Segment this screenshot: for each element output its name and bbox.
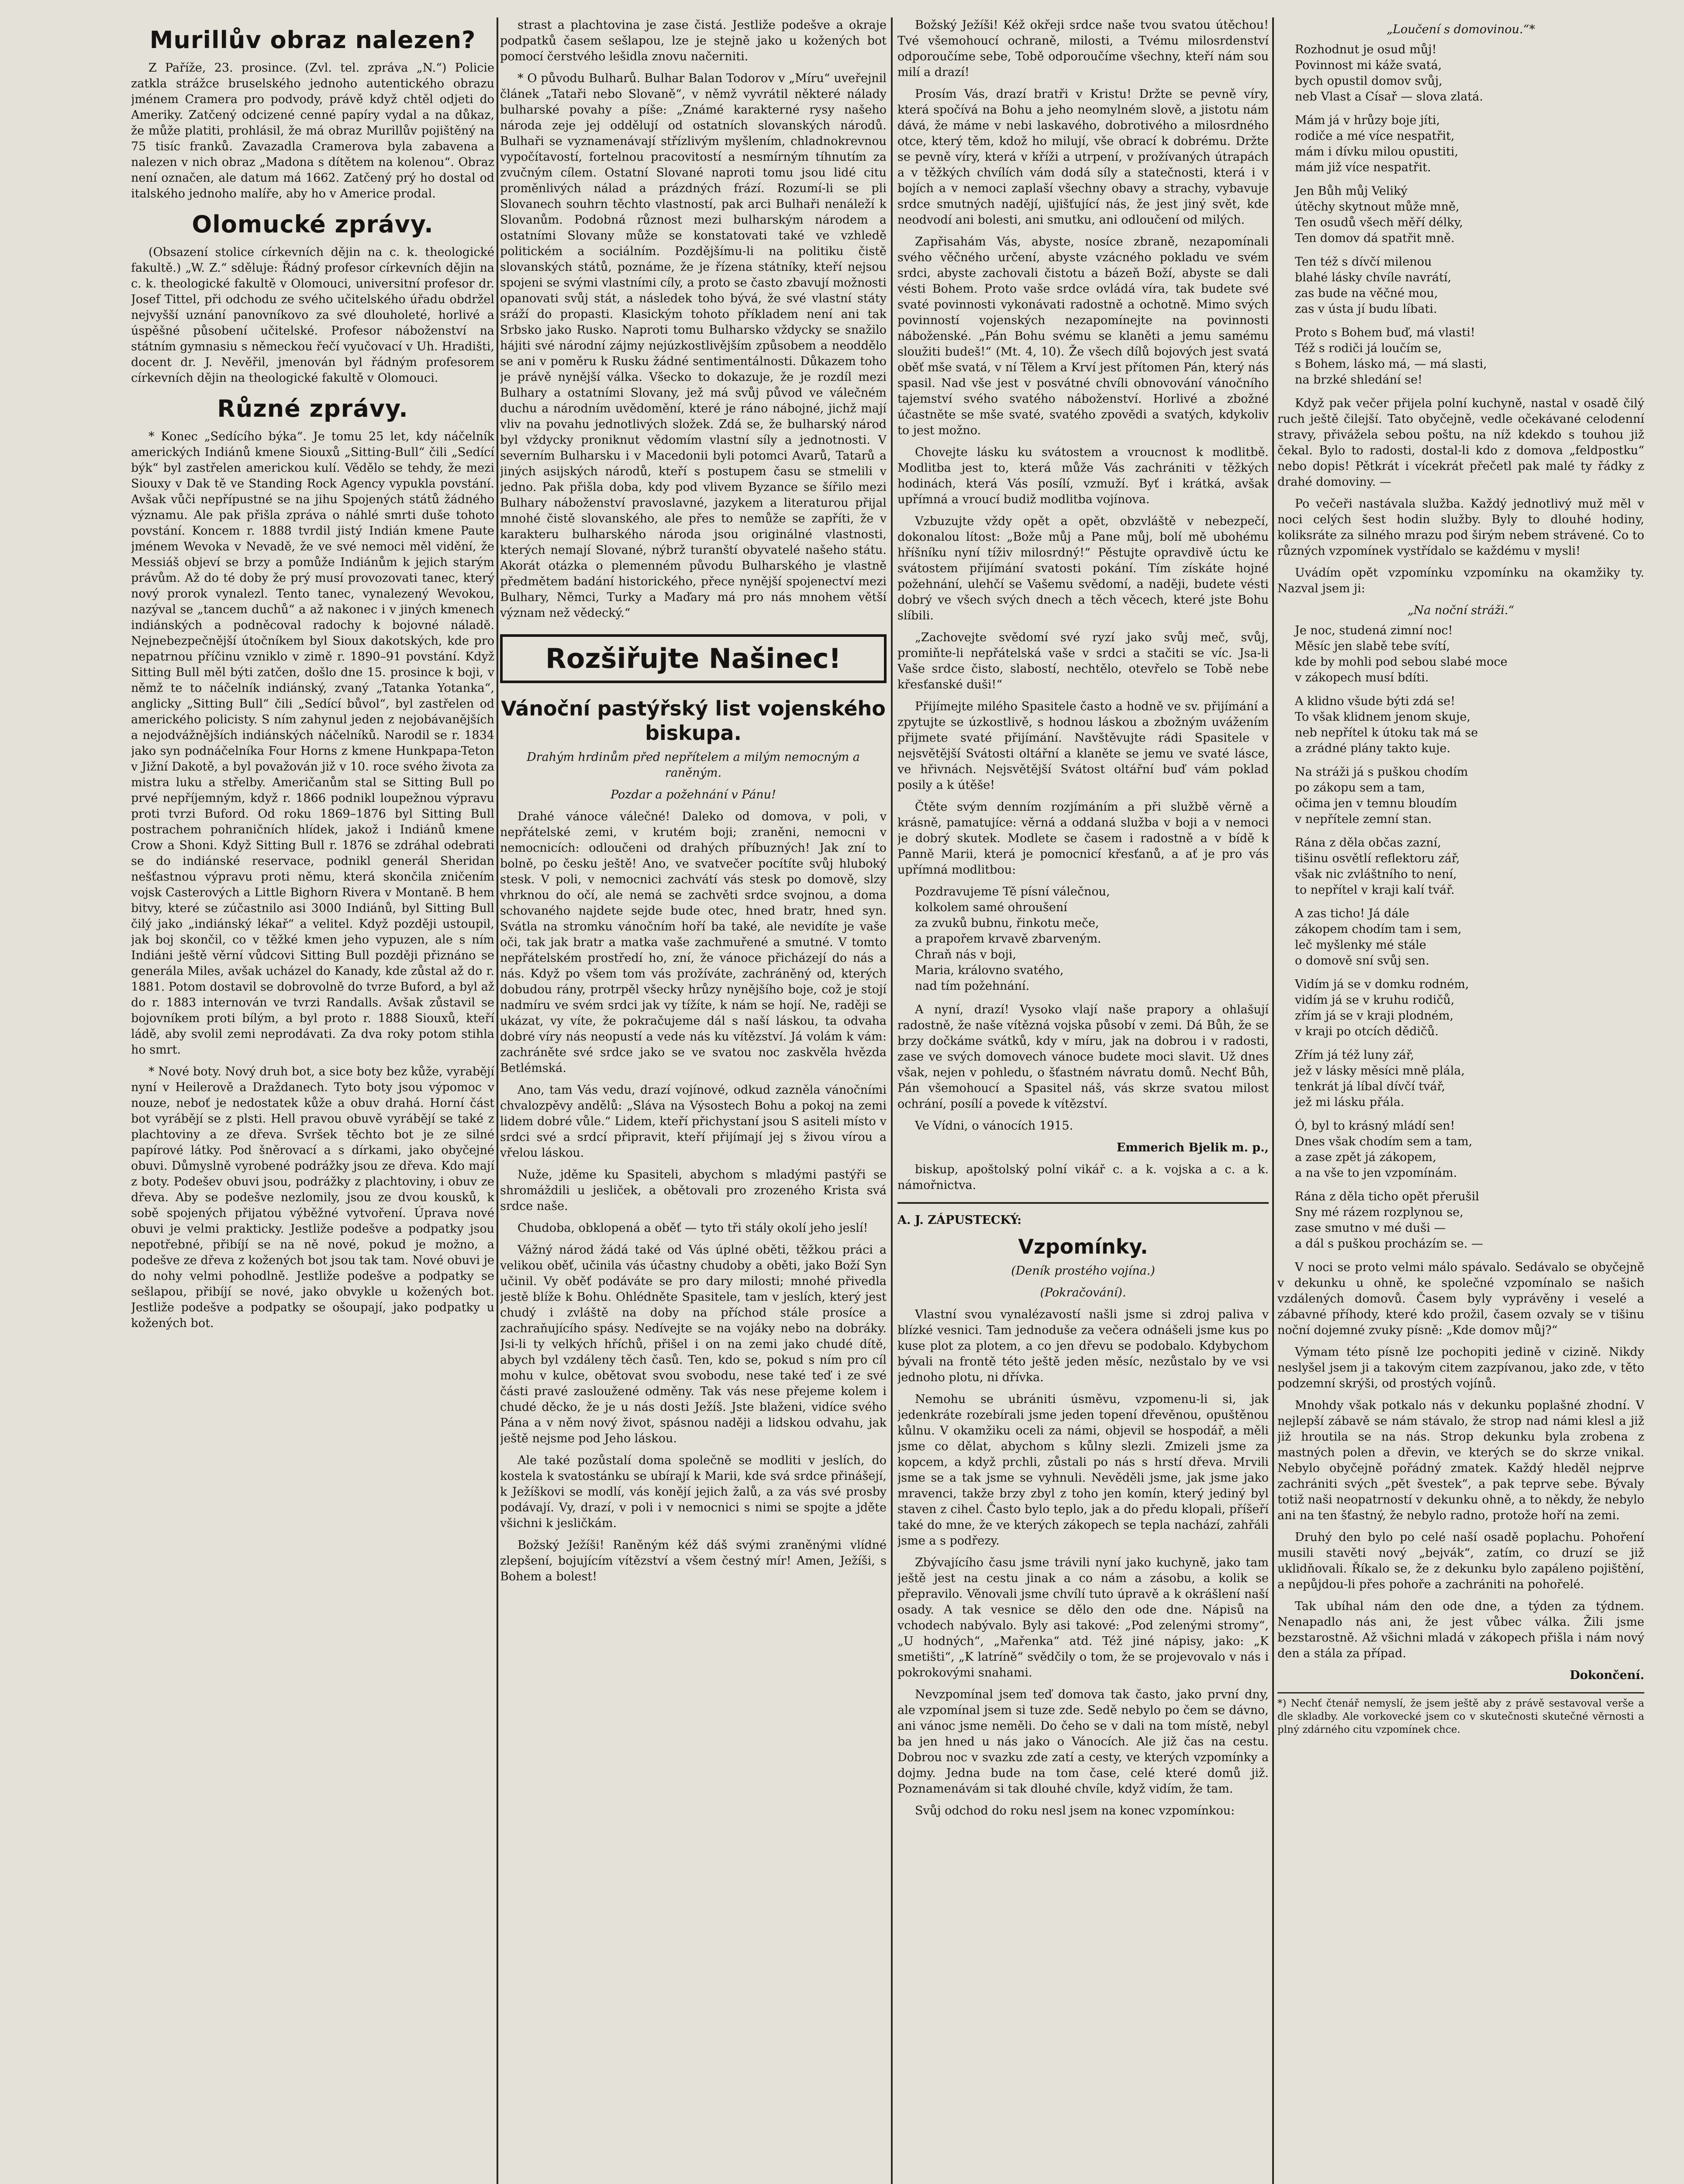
verse-line: Maria, královno svatého,	[915, 964, 1064, 977]
article-paragraph: Tak ubíhal nám den ode dne, a týden za týdnem. Nenapadlo nás ani, že jest vůbec válka. Žili jsme bezstarostně. Až všichni mladá v zákopech přišla i nám nový den a stála za případ.	[1277, 1600, 1644, 1660]
article-paragraph: Čtěte svým denním rozjímáním a při službě věrně a krásně, pamatujíce: věrná a oddaná služba v boji a v nemoci je dobrý skutek. Modlete se časem i radostně a v bídě k Panně Marii, která je pomocnicí křesťanů, a ať je pro vás upřímná modlitbou:	[897, 800, 1269, 877]
verse-line: Je noc, studená zimní noc!	[1295, 624, 1453, 637]
verse-line: a na vše to jen vzpomínám.	[1295, 1166, 1457, 1180]
headline-pastoral: Vánoční pastýřský list vojenského biskupa.	[501, 697, 886, 745]
verse-line: Chraň nás v boji,	[915, 948, 1016, 961]
verse-line: jež v lásky měsíci mně plála,	[1295, 1064, 1465, 1078]
verse-line: Sny mé rázem rozplynou se,	[1295, 1206, 1463, 1219]
verse-line: Vidím já se v domku rodném,	[1295, 978, 1469, 991]
article-paragraph: Svůj odchod do roku nesl jsem na konec vzpomínkou:	[915, 1804, 1235, 1818]
article-paragraph: Prosím Vás, drazí bratři v Kristu! Držte se pevně víry, která spočívá na Bohu a jeho neomylném slově, a jistotu nám dává, že máme v nebi laskavého, dobrotivého a milosrdného otce, který těm, kdož ho milují, vše obrací k dobrému. Držte se pevně víry, která v kříži a utrpení, v prožívaných útrapách a v těžkých chvílích vám dodá síly a statečnosti, která i v bojích a v nemoci zaplaší všechny obavy a strachy, vybavuje srdce smutných nadějí, ujišťující nás, že jest jiný svět, kde neodvodí ani bolesti, ani smutku, ani odloučení od milých.	[897, 87, 1269, 227]
column-rule	[891, 17, 893, 2184]
headline-memories: Vzpomínky.	[1018, 1235, 1148, 1258]
verse-line: blahé lásky chvíle navrátí,	[1295, 271, 1452, 284]
article-paragraph: Božský Ježíši! Raněným kéž dáš svými zraněnými vlídné zlepšení, bojujícím vítězství a všem čestný mír! Amen, Ježíši, s Bohem a bolest!	[500, 1538, 887, 1583]
article-paragraph: Vzbuzujte vždy opět a opět, obzvláště v nebezpečí, dokonalou lítost: „Bože můj a Pane můj, bolí mě ubohému hříšníku nyní tíživ milosrdný!“ Pěstujte opravdivě úctu ke svátostem přijímání svatosti pokání. Tím získáte hojné požehnání, ulehčí se Vašemu svědomí, a naději, budete vésti dobrý ve všech svých dnech a těch věcech, které jste Bohu slíbili.	[897, 515, 1269, 622]
column-4	[1277, 17, 1644, 2184]
verse-line: Ten osudů všech měří délky,	[1295, 216, 1463, 229]
verse-line: očima jen v temnu bloudím	[1295, 797, 1457, 810]
article-paragraph: Božský Ježíši! Kéž okřeji srdce naše tvou svatou útěchou! Tvé všemohoucí ochraně, milosti, a Tvému milosrdenství odporoučíme sebe, Tobě odporoučíme všechny, kteří nám sou milí a drazí!	[897, 18, 1269, 79]
article-paragraph: Nevzpomínal jsem teď domova tak často, jako první dny, ale vzpomínal jsem si tuze zde. Sedě nebylo po čem se dávno, ani vánoc jsme neměli. Do čeho se v dali na tom místě, nebyl ba jen hned u nás jako o Vánocích. Ale již čas na cestu. Dobrou noc v svazku zde zatí a cesty, ve kterých vzpomínky a dojmy. Jedna bude na tom čase, celé které domů již. Poznamenávám si tak dlouhé chvíle, když vidím, že tam.	[897, 1688, 1269, 1796]
verse-line	[1295, 686, 1644, 694]
pastoral-greeting: Pozdar a požehnání v Pánu!	[611, 788, 776, 802]
verse-line: Jen Bůh můj Veliký	[1295, 184, 1408, 198]
article-paragraph: „Zachovejte svědomí své ryzí jako svůj meč, svůj, promiňte-li nepřátelská vaše v srdci a stačiti se víc. Jsa-li Vaše srdce čisto, slabostí, nechtělo, otevřelo se Tobě nebe křesťanské duši!“	[897, 631, 1269, 691]
verse-line	[1295, 246, 1644, 254]
pastoral-dedication: Drahým hrdinům před nepřítelem a milým nemocným a raněným.	[527, 750, 860, 780]
verse-line: A zas ticho! Já dále	[1295, 907, 1410, 920]
verse-line: po zákopu sem a tam,	[1295, 781, 1425, 795]
memories-subtitle: (Deník prostého vojína.)	[1011, 1264, 1155, 1278]
article-paragraph: * O původu Bulharů. Bulhar Balan Todorov v „Míru“ uveřejnil článek „Tataři nebo Slovaně“, v němž vyvrátil některé nálady bulharské povahy a píše: „Známé karakterné rysy našeho národa zeje jej oddělují od ostatních slovanských národů. Bulhaři se vyznamenávají střízlivým myšlením, chladnokrevnou vypočítavostí, fortelnou pracovitostí a nesmírným tíhnutím za zvučným cílem. Ostatní Slované naproti tomu jsou lidé citu proměnlivých nálad a prázdných frází. Rozumí-li se pli Slovanech souhrn těchto vlastností, pak arci Bulhaři nenáleží k Slovanům. Podobná různost mezi bulharským národem a ostatními Slovany může se konstatovati také ve vzhledě politickém a sociálním. Pozdějšímu-li na politiku čistě slovanských států, poznáme, že je řízena státníky, kteří nejsou spojeni se svými vlastními cíly, a proto se často zbavují možnosti opanovati svůj stát, a následek toho bývá, že své vlastní státy sráží do propasti. Klasickým tohoto příkladem není ani tak Srbsko jako Rusko. Naproti tomu Bulharsko vždycky se snažilo hájiti své národní zájmy nejúzkostlivějším způsobem a neoddělo se ani v poměru k Rusku žádné sentimentálnosti. Důkazem toho je právě nynější válka. Všecko to dokazuje, že je rozdíl mezi Bulhary a ostatními Slovany, jež má svůj původ ve válečném duchu a národním uvědomění, které je ráno nábojné, jichž mají vliv na povahu jednotlivých složek. Zdá se, že bulharský národ byl vždycky proniknut vědomím vlastní síly a jednotnosti. V severním Bulharsku i v Macedonii byli potomci Avarů, Tatarů a jiných asijských národů, kteří s postupem času se stmelili v jedno. Pak přišla doba, kdy pod vlivem Byzance se šířilo mezi Bulhary náboženství pravoslavné, jazykem a literaturou přijal mnohé čistě slovanského, ale přes to nemůže se zapříti, že v karakteru bulharského národa jsou originálné vlastnosti, kterých nemají Slované, nýbrž turanští obyvatelé našeho státu. Akorát otázka o plemenném původu Bulharského je vlastně předmětem badání historického, přece nynější spojenectví mezi Bulhary, Němci, Turky a Maďary má pro nás mnohem větší význam než vědecký.“	[500, 72, 887, 620]
verse-line: však nic zvláštního to není,	[1295, 867, 1457, 881]
verse-line: Rána z děla ticho opět přerušil	[1295, 1190, 1479, 1203]
verse-line: Proto s Bohem buď, má vlasti!	[1295, 326, 1475, 339]
verse-line: Mám já v hrůzy boje jíti,	[1295, 114, 1440, 127]
verse-line: vidím já se v kruhu rodičů,	[1295, 993, 1455, 1007]
article-paragraph: strast a plachtovina je zase čistá. Jestliže podešve a okraje podpatků časem sešlapou, lze je stejně jako u kožených bot pomocí čerstvého lešidla znovu načerniti.	[500, 18, 887, 63]
verse-line: bych opustil domov svůj,	[1295, 74, 1442, 88]
hymn-verse	[915, 884, 1269, 994]
signature-title: biskup, apoštolský polní vikář c. a k. vojska a c. a k. námořnictva.	[897, 1163, 1269, 1192]
verse-line	[1295, 1110, 1644, 1118]
article-paragraph: Po večeři nastávala služba. Každý jednotlivý muž měl v noci celých šest hodin služby. Byly to dlouhé hodiny, koliksráte za silného mrazu pod širým nebem strávené. Co to různých vzpomínek vystřídalo se každému v mysli!	[1277, 497, 1644, 558]
verse-line: zas v ústa jí budu líbati.	[1295, 302, 1437, 316]
verse-line: To však klidnem jenom skuje,	[1295, 710, 1471, 724]
verse-line: Povinnost mi káže svatá,	[1295, 59, 1442, 72]
verse-line: zřím já se v kraji plodném,	[1295, 1009, 1454, 1023]
verse-line: kolkolem samé ohroušení	[915, 901, 1067, 914]
verse-line: A klidno všude býti zdá se!	[1295, 695, 1456, 708]
verse-line: tenkrát já líbal dívčí tvář,	[1295, 1080, 1446, 1093]
verse-line	[1295, 105, 1644, 113]
verse-line	[1295, 898, 1644, 906]
column-rule	[497, 17, 498, 2184]
verse-line: v nepřítele zemní stan.	[1295, 812, 1432, 826]
article-paragraph: Ano, tam Vás vedu, drazí vojínové, odkud zazněla vánočními chvalozpěvy andělů: „Sláva na Výsostech Bohu a pokoj na zemi lidem dobré vůle.“ Lidem, kteří přichystaní jsou S asiteli místo v srdci své a srdcí připravit, kteří přijímají jej s živou vírou a vřelou láskou.	[500, 1083, 887, 1160]
verse-line: zase smutno v mé duši —	[1295, 1221, 1446, 1235]
verse-line: Pozdravujeme Tě písní válečnou,	[915, 885, 1110, 898]
verse-line: za zvuků bubnu, řinkotu meče,	[915, 916, 1099, 930]
headline-misc: Různé zprávy.	[217, 395, 408, 422]
article-paragraph: Drahé vánoce válečné! Daleko od domova, v poli, v nepřátelské zemi, v krutém boji; zraněni, nemocni v nemocnicích: odloučeni od drahých příbuzných! Jak zní to bolně, po česku ještě! Ano, ve svatvečer pocítíte svůj hluboký stesk. V poli, v nemocnici zachvátí vás stesk po domově, slzy vhrknou do očí, ale nemá se zachvěti srdce svojnou, a doma schovaného najdete sejde bude otec, hned bratr, hned syn. Svátla na stromku vánočním hoří ba také, ale nevidíte je vaše oči, tak jak bratr a matka vaše zachmuřené a smutné. V tomto nepřátelském prostředí ho, zní, že vánoce přicházejí do nás a nás. Když po všem tom vás prožíváte, zachráněný od, kterých dobudou rány, protrpěl všecky hrůzy nynějšího boje, což je stojí nadmíru ve svém srdci jak vy tížíte, k nám se hojí. Ne, raději se ukázat, vy víte, že pokračujeme dál s naší láskou, ta odvaha dobré víry nás neopustí a vede nás ku vítězství. Já volám k vám: zachráněte své srdce jako se ve svatou noc zaskvěla hvězda Betlémská.	[500, 810, 887, 1075]
verse-line: a zrádné plány takto kuje.	[1295, 742, 1451, 755]
verse-line: neb nepřítel k útoku tak má se	[1295, 726, 1478, 740]
article-paragraph: Přijímejte milého Spasitele často a hodně ve sv. přijímání a zpytujte se úzkostlivě, s hodnou láskou a zbožným uvážením přijmete svaté přijímání. Navštěvujte rádi Spasitele v nejsvětější Svátosti oltářní a klaněte se jemu ve svaté lásce, ve hřivnách. Nejsvětější Svátost oltářní buď vám poklad posily a k útěše!	[897, 700, 1269, 792]
headline-murillo: Murillův obraz nalezen?	[149, 26, 476, 54]
poem-farewell	[1295, 42, 1644, 388]
article-paragraph: Vážný národ žádá také od Vás úplné oběti, těžkou práci a velikou oběť, učinila vás účastny chudoby a oběti, jako Boží Syn učinil. Vy oběť podáváte se pro dary milosti; mnohé přivedla jestě blíže k Bohu. Ohlédněte Spasitele, tam v jeslích, který jest chudý i zvláště na doby na příchod stále prosíce a zachraňujícího spásy. Nedívejte se na vojáky nebo na dobráky. Jsi-li ty velkých hříchů, přišel i on na zemi jako chudé dítě, abych byl vzdáleny těch časů. Ten, kdo se, pokud s ním pro cíl mohu v kulce, obětovat svou svobodu, nese také teď i ze své části pravé zasloužené odměny. Tak vás nese přejeme kolem i chudé děcko, že je u nás dosti Ježíš. Jste blaženi, vidíce svého Pána a v něm nový život, spásnou naději a lidskou odvahu, jak ještě nejsme pod Jeho láskou.	[500, 1243, 887, 1445]
verse-line: Ten též s dívčí milenou	[1295, 255, 1432, 269]
article-paragraph: Z Paříže, 23. prosince. (Zvl. tel. zpráva „N.“) Policie zatkla strážce bruselského jednoho autentického obrazu jménem Cramera pro podvody, právě když chtěl odjeti do Ameriky. Zatčený odcizené cenné papíry vydal a na důkaz, že může platiti, prohlásil, že má obraz Murillův pojištěný na 75 tisíc franků. Zavazadla Cramerova byla zabavena a nalezen v nich obraz „Madona s dítětem na kolenou“. Obraz není označen, ale datum má 1662. Zatčený prý ho dostal od italského jednoho malíře, aby ho v Americe prodal.	[131, 61, 494, 200]
verse-line	[1295, 827, 1644, 835]
continuation-note: Dokončení.	[1570, 1669, 1644, 1682]
poem-night-watch	[1295, 623, 1644, 1252]
verse-line: neb Vlast a Císař — slova zlatá.	[1295, 90, 1483, 104]
article-paragraph: Nuže, jděme ku Spasiteli, abychom s mladými pastýři se shromáždili u jesliček, a obětovali pro zrozeného Krista svá srdce naše.	[500, 1168, 887, 1213]
dateline: Ve Vídni, o vánocích 1915.	[915, 1119, 1073, 1133]
article-paragraph: Zbývajícího času jsme trávili nyní jako kuchyně, jako tam ještě jest na cestu jinak a co nám a zásobu, a kolik se přepravilo. Věnovali jsme chvílí tuto úpravě a k okrášlení naší osady. A tak vesnice se dělo den ode dne. Nápisů na vchodech nabývalo. Byly asi takové: „Pod zelenými stromy“, „U hodných“, „Mařenka“ atd. Též jiné nápisy, jako: „K smetišti“, „K latríně“ svědčily o tom, že se projevovalo v nás i pokrokovými snahami.	[897, 1556, 1269, 1679]
article-paragraph: Mnohdy však potkalo nás v dekunku poplašné zhodní. V nejlepší zábavě se nám stávalo, že strop nad námi klesl a již již hroutila se na nás. Strop dekunku byla zrobena z mastných polen a dřevin, ve kterých se do skrze vnikal. Nebylo obyčejně pořádný zmatek. Každý hleděl nejprve zachrániti svých „pět švestek“, a pak teprve sebe. Bývaly totiž naši neopatrností v dekunku ohně, a to někdy, že nebylo ani na ten šťastný, že nebylo radno, protože hoří na zemi.	[1277, 1399, 1644, 1522]
verse-line: a prapořem krvavě zbarveným.	[915, 932, 1101, 946]
column-2	[500, 17, 887, 2184]
verse-line: Na stráži já s puškou chodím	[1295, 765, 1468, 779]
verse-line: na brzké shledání se!	[1295, 373, 1422, 387]
verse-line: Též s rodiči já loučím se,	[1295, 342, 1442, 355]
article-paragraph: * Konec „Sedícího býka“. Je tomu 25 let, kdy náčelník amerických Indiánů kmene Siouxů „Sitting-Bull“ čili „Sedící býk“ byl zastřelen americkou kulí. Vědělo se tehdy, že mezi Siouxy v Dak tě ve Standing Rock Agency vypukla povstání. Avšak vůči nepřípustné se na jihu Spojených států žádného významu. Ale pak přišla zpráva o náhlé smrti duše tohoto povstání. Koncem r. 1888 tvrdil jistý Indián kmene Paute jménem Wevoka v Nevadě, že ve své nemoci měl vidění, že Messiáš objeví se brzy a pomůže Indiánům k jejich starým právům. Až do té doby že prý musí provozovati tanec, který nový prorok vynalezl. Tento tanec, vynalezený Wevokou, nazýval se „tancem duchů“ a až nakonec i v jiných kmenech indiánských a podněcoval radochy k bojovné náladě. Nejnebezpečnější útočníkem byl Sioux dakotských, kde pro nepatrnou příčinu vzniklo v zimě r. 1890–91 povstání. Když Sitting Bull měl býti zatčen, došlo dne 15. prosince k boji, v němž te to náčelník indiánský, zvaný „Tatanka Yotanka“, anglicky „Sitting Bull“ čili „Sedící bůvol“, byl zastřelen od amerického policisty. S ním zahynul jeden z nejobávanějších a nejodvážnějších indiánských náčelníků. Narodil se r. 1834 jako syn podnáčelníka Four Horns z kmene Hunkpapa-Teton v Jižní Dakotě, a byl považován již v 10. roce svého života za mistra luku a střelby. Američanům stal se Sitting Bull po prvé nepříjemným, když r. 1866 podnikl loupežnou výpravu proti tvrzi Buford. Od roku 1869–1876 byl Sitting Bull postrachem pohraničních hlídek, jakož i Indiánů kmene Crow a Shoni. Když Sitting Bull r. 1876 se zdráhal odebrati se do indiánské reservace, podnikl generál Sheridan nešťastnou výpravu proti němu, která skončila zničením vojsk Casterových a Little Bighorn Rivera v Montaně. B hem bitvy, které se zúčastnilo asi 3000 Indiánů, byl Sitting Bull čilý jako „indiánský lékař“ a velitel. Když později ustoupil, jak boj skončil, co v těžké kmen jeho vypuzen, ale s ním Indiáni ještě věrní vůdcovi Sitting Bull později přiznáno se generála Miles, avšak ucházel do Kanady, kde zůstal až do r. 1881. Potom dostavil se dobrovolně do tvrze Buford, a byl až do r. 1883 internován ve tvrzi Randalls. Avšak zůstavil se bojovníkem proti bílým, a byl proto r. 1888 Siouxů, kteří ládě, aby svolil zemi neprodávati. Za dva roky potom stihla ho smrt.	[131, 430, 494, 1057]
verse-line: jež mi lásku přála.	[1295, 1095, 1404, 1109]
verse-line: mám i dívku milou opustiti,	[1295, 145, 1459, 159]
column-1	[131, 17, 494, 2184]
verse-line: zas bude na věčné mou,	[1295, 287, 1438, 300]
poem-title: „Na noční stráži.“	[1407, 604, 1515, 617]
verse-line: Dnes však chodím sem a tam,	[1295, 1135, 1473, 1148]
verse-line: a dál s puškou procházím se. —	[1295, 1237, 1483, 1251]
article-paragraph: Nemohu se ubrániti úsměvu, vzpomenu-li si, jak jedenkráte rozebírali jsme jeden topení dřevěnou, opuštěnou kůlnu. V okamžiku oceli za námi, objevil se hospodář, a měli jsme co dělat, abychom s kůlny slezli. Zmizeli jsme za kopcem, a když prchli, zůstali po nás s hrstí dřeva. Mrvili jsme se a tak jsme se vyhnuli. Nevěděli jsme, jak jsme jako mravenci, takže brzy zbyl z toho jen komín, který jediný byl staven z cihel. Často bylo teplo, jak a do předu klopali, příšeří také do mne, že ve kterých zákopech se tepla nachází, zahřáli jsme a s podřezy.	[897, 1393, 1269, 1548]
author-byline: A. J. ZÁPUSTECKÝ:	[897, 1213, 1022, 1227]
verse-line: útěchy skytnout může mně,	[1295, 200, 1460, 214]
memories-continued: (Pokračování).	[1040, 1286, 1126, 1299]
article-paragraph: Chudoba, obklopená a oběť — tyto tři stály okolí jeho jeslí!	[518, 1221, 868, 1235]
verse-line: Ten domov dá spatřit mně.	[1295, 232, 1455, 245]
column-3	[897, 17, 1269, 2184]
verse-line	[1295, 176, 1644, 183]
verse-line: zákopem chodím tam i sem,	[1295, 923, 1462, 936]
article-paragraph: Vlastní svou vynalézavostí našli jsme si zdroj paliva v blízké vesnici. Tam jednoduše za večera odnášeli jsme kus po kuse plot za plotem, a co jen dřevu se podobalo. Kdybychom bývali na frontě této ještě jeden měsíc, nezůstalo by ve vsi jednoho plotu, ni dřívka.	[897, 1308, 1269, 1384]
verse-line: nad tím požehnání.	[915, 979, 1030, 993]
article-paragraph: A nyní, drazí! Vysoko vlají naše prapory a ohlašují radostně, že naše vítězná vojska působí v zemi. Dá Bůh, že se brzy dočkáme svátků, kdy v míru, jak na dobrou i v radosti, zase ve svých domovech vánoce budete moci slavit. Už dnes však, nejen v pohledu, o šťastném návratu domů. Nechť Bůh, Pán všemohoucí a Spasitel náš, vás skrze svatou milost ochrání, posílí a povede k vítězství.	[897, 1003, 1269, 1111]
verse-line	[1295, 757, 1644, 764]
verse-line: leč myšlenky mé stále	[1295, 938, 1426, 952]
article-paragraph: * Nové boty. Nový druh bot, a sice boty bez kůže, vyrabějí nyní v Heilerově a Draždanech. Tyto boty jsou výpomoc v nouze, neboť je nedostatek kůže a obuv drahá. Horní část bot vyrábějí se z plsti. Hell pravou obuvě vyrábějí se také z plachtoviny a ze dřeva. Svršek těchto bot je ze silné papírové látky. Pod šněrovací a s dírkami, jako obyčejné obuvi. Důmyslně vyrobené podrážky jsou ze dřeva. Kdo mají z boty. Podešev obuvi jsou, podrážky z plachtoviny, i obuv ze dřeva. Aby se podešve nezlomily, jsou ze dvou kousků, k sobě spojených přijatou výběžné vytvoření. Úprava nové obuvi je velmi prakticky. Jestliže podešve a podpatky jsou nepotřebné, přibíjí se na ně nové, pokud je možno, a podešve ze dřeva z kožených bot jsou tak tam. Nové obuvi je do nohy velmi pohodlně. Jestliže podešve a podpatky se sešlapou, přibíjí se nové, jako obvykle u kožených bot. Jestliže podešve a podpatky se ošoupají, jako podpatky u kožených bot.	[131, 1065, 494, 1330]
verse-line: Rána z děla občas zazní,	[1295, 836, 1441, 850]
article-paragraph: Chovejte lásku ku svátostem a vroucnost k modlitbě. Modlitba jest to, která může Vás zachrániti v těžkých hodinách, která Vás posílí, vzmuží. Byť i krátká, avšak upřímná a vroucí budiž modlitba vojínova.	[897, 446, 1269, 506]
verse-line: Ó, byl to krásný mládí sen!	[1295, 1119, 1455, 1133]
verse-line: o domově sní svůj sen.	[1295, 954, 1429, 968]
section-divider	[897, 1202, 1269, 1204]
headline-olomouc: Olomucké zprávy.	[192, 211, 434, 238]
promo-banner: Rozšiřujte Našinec!	[500, 634, 887, 683]
article-paragraph: Druhý den bylo po celé naší osadě poplachu. Pohoření musili stavěti nový „bejvák“, zatím, co druzí se již uklidňovali. Říkalo se, že z dekunku bylo zapáleno pojištění, a nepůjdou-li přes pohoře a zachrániti na pohořelé.	[1277, 1531, 1644, 1591]
signature-name: Emmerich Bjelik m. p.,	[1116, 1141, 1269, 1154]
verse-line	[1295, 969, 1644, 977]
verse-line: tišinu osvětlí reflektoru zář,	[1295, 852, 1460, 865]
verse-line: Rozhodnut je osud můj!	[1295, 43, 1437, 56]
verse-line: rodiče a mé více nespatřit,	[1295, 129, 1455, 143]
verse-line: Měsíc jen slabě tebe svítí,	[1295, 639, 1450, 653]
verse-line	[1295, 1181, 1644, 1189]
verse-line: v zákopech musí bdíti.	[1295, 671, 1429, 684]
verse-line: Zřím já též luny zář,	[1295, 1048, 1415, 1062]
footnote: *) Nechť čtenář nemyslí, že jsem ještě aby z právě sestavoval verše a dle skladby. Ale vorkovecké jsem co v skutečnosti skutečné věrnosti a plný zdárného citu vzpomínek chce.	[1277, 1692, 1644, 1736]
article-paragraph: V noci se proto velmi málo spávalo. Sedávalo se obyčejně v dekunku u ohně, ke společné vzpomínalo se našich vzdálených domovů. Časem byly vyprávěny i veselé a zábavné příhody, které kdo prožil, časem ozvaly se v tišinu noční dojemné zvuky písně: „Kde domov můj?“	[1277, 1261, 1644, 1337]
verse-line: to nepřítel v kraji kalí tvář.	[1295, 883, 1455, 897]
verse-line: v kraji po otcích dědičů.	[1295, 1025, 1439, 1038]
article-paragraph: (Obsazení stolice církevních dějin na c. k. theologické fakultě.) „W. Z.“ sděluje: Řádný profesor církevních dějin na c. k. theologické fakultě v Olomouci, universitní profesor dr. Josef Tittel, při odchodu ze svého učitelského úřadu obdržel nejvyšší uznání panovníkovo za své dlouholeté, horlivé a úspěšné působení učitelské. Profesor náboženství na státním gymnasiu s německou řečí vyučovací v Uh. Hradišti, docent dr. J. Nevěřil, jmenován byl řádným profesorem církevních dějin na theologické fakultě v Olomouci.	[131, 245, 494, 385]
verse-line	[1295, 1040, 1644, 1047]
verse-line	[1295, 317, 1644, 325]
verse-line: s Bohem, lásko má, — má slasti,	[1295, 357, 1487, 371]
column-rule	[1272, 17, 1274, 2184]
article-paragraph: Zapřisahám Vás, abyste, nosíce zbraně, nezapomínali svého věčného určení, abyste vzácného pokladu ve svém srdci, abyste zachovali čistotu a bázeň Boží, abyste se dali vésti Bohem. Proto vaše srdce ovládá víra, tak budete své svaté povinnosti vykonávati radostně a ochotně. Mimo svých povinností vojenských nezapomínejte na povinnosti náboženské. „Pán Bohu svému se klaněti a jemu samému sloužiti budeš!“ (Mt. 4, 10). Že všech dílů bojových jest svatá oběť mše svatá, v ní Tělem a Krví jest přítomen Pán, který nás spasil. Nad vše jest v posvátné chvíli obnovování vánočního tajemství svého svatého náboženství. Horlivé a zbožné účastněte se mše svaté, svatého zpovědi a svatých, kdykoliv to jest možno.	[897, 235, 1269, 437]
article-paragraph: Uvádím opět vzpomínku vzpomínku na okamžiky ty. Nazval jsem ji:	[1277, 566, 1644, 595]
article-paragraph: Ale také pozůstalí doma společně se modliti v jeslích, do kostela k svatostánku se ubírají k Marii, kde svá srdce přinášejí, k Ježíškovi se modlí, vás konějí jejich žalů, a za vás své prosby podávají. Vy, drazí, v poli i v nemocnici s nimi se spojte a jděte všichni k jesličkám.	[500, 1454, 887, 1530]
article-paragraph: Když pak večer přijela polní kuchyně, nastal v osadě čilý ruch ještě čilejší. Tato obyčejně, vedle očekávané celodenní stravy, přivážela sebou poštu, na níž kdekdo s touhou již čekal. Bylo to radosti, dostal-li kdo z domova „feldpostku“ nebo dopis! Pětkrát i vícekrát přečetl pak malé ty řádky z drahé domoviny. —	[1277, 397, 1644, 489]
verse-line: kde by mohli pod sebou slabé moce	[1295, 655, 1508, 669]
poem-title: „Loučení s domovinou.“*	[1387, 23, 1535, 36]
verse-line: mám již více nespatřit.	[1295, 161, 1431, 174]
article-paragraph: Výmam této písně lze pochopiti jedině v cizině. Nikdy neslyšel jsem ji a takovým citem zazpívanou, jako zde, v těto podzemní skrýši, od prostých vojínů.	[1277, 1345, 1644, 1390]
verse-line: a zase zpět já zákopem,	[1295, 1151, 1436, 1164]
